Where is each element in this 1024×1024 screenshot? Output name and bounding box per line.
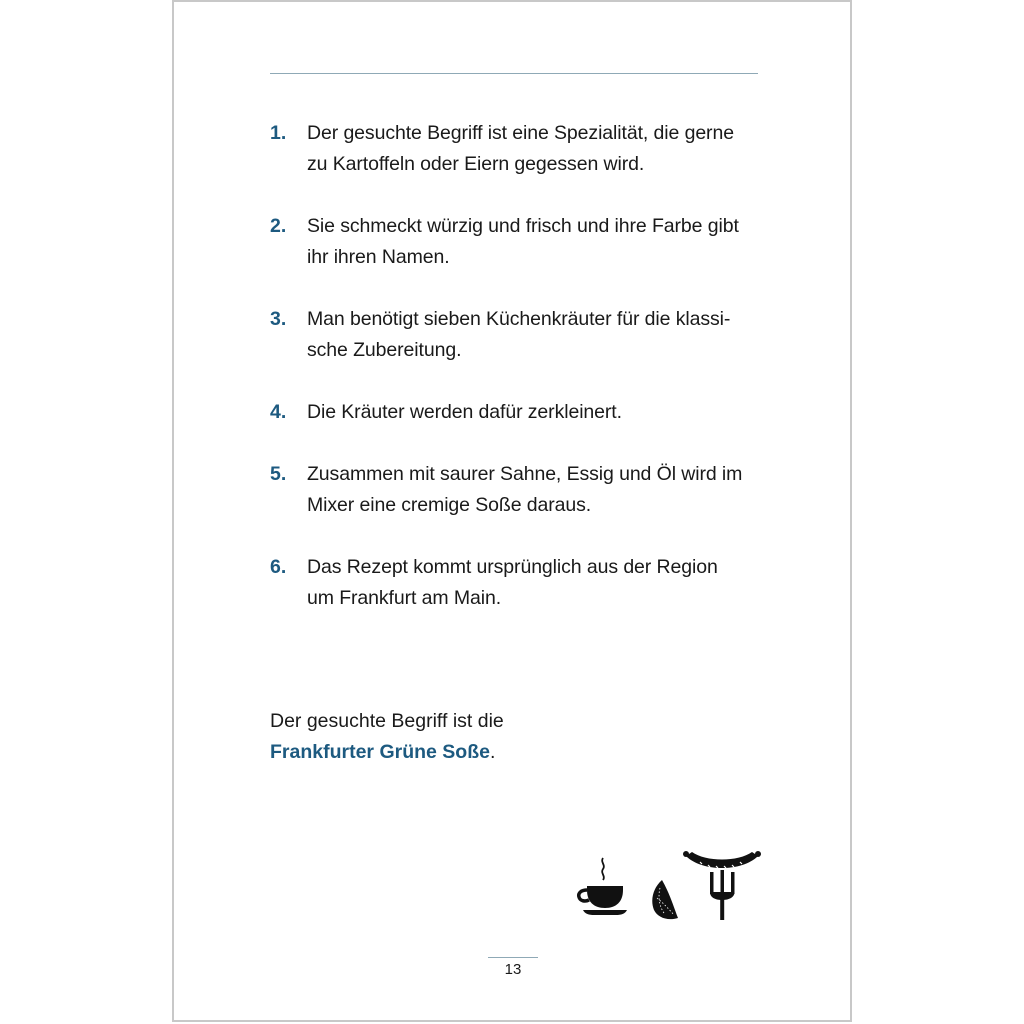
- clue-line: Das Rezept kommt ursprünglich aus der Region: [307, 556, 718, 578]
- clue-line: zu Kartoffeln oder Eiern gegessen wird.: [307, 153, 645, 175]
- clue-item: [270, 397, 770, 428]
- clue-line: Man benötigt sieben Küchenkräuter für die klassi-: [307, 308, 731, 330]
- answer-punctuation: .: [489, 741, 496, 763]
- clue-number: 2.: [270, 215, 287, 237]
- clue-line: um Frankfurt am Main.: [307, 587, 502, 609]
- clue-item: [270, 118, 770, 180]
- clue-line: Mixer eine cremige Soße daraus.: [307, 494, 592, 516]
- clue-list: [270, 118, 770, 645]
- clue-number: 4.: [270, 401, 287, 423]
- clue-number: 1.: [270, 122, 287, 144]
- clue-line: Zusammen mit saurer Sahne, Essig und Öl wird im: [307, 463, 743, 485]
- clue-line: Die Kräuter werden dafür zerkleinert.: [307, 401, 622, 423]
- clue-item: [270, 552, 770, 614]
- clue-line: ihr ihren Namen.: [307, 246, 450, 268]
- clue-number: 3.: [270, 308, 287, 330]
- page-number-divider: [488, 957, 538, 958]
- clue-item: [270, 211, 770, 273]
- clue-number: 5.: [270, 463, 287, 485]
- coffee-cup-icon: [576, 856, 630, 918]
- sausage-on-fork-icon: [682, 848, 762, 922]
- clue-item: [270, 459, 770, 521]
- top-divider: [270, 73, 758, 74]
- answer-term: Frankfurter Grüne Soße: [270, 741, 490, 763]
- food-icons: [574, 848, 764, 924]
- answer-line: [270, 737, 750, 768]
- clue-line: Der gesuchte Begriff ist eine Spezialität, die gerne: [307, 122, 734, 144]
- page-number: 13: [504, 961, 522, 978]
- clue-item: [270, 304, 770, 366]
- clue-number: 6.: [270, 556, 287, 578]
- lemon-wedge-icon: [650, 878, 680, 922]
- clue-line: sche Zubereitung.: [307, 339, 462, 361]
- answer-block: [270, 706, 750, 768]
- answer-intro: Der gesuchte Begriff ist die: [270, 710, 504, 732]
- book-page: [172, 0, 852, 1022]
- clue-line: Sie schmeckt würzig und frisch und ihre Farbe gibt: [307, 215, 739, 237]
